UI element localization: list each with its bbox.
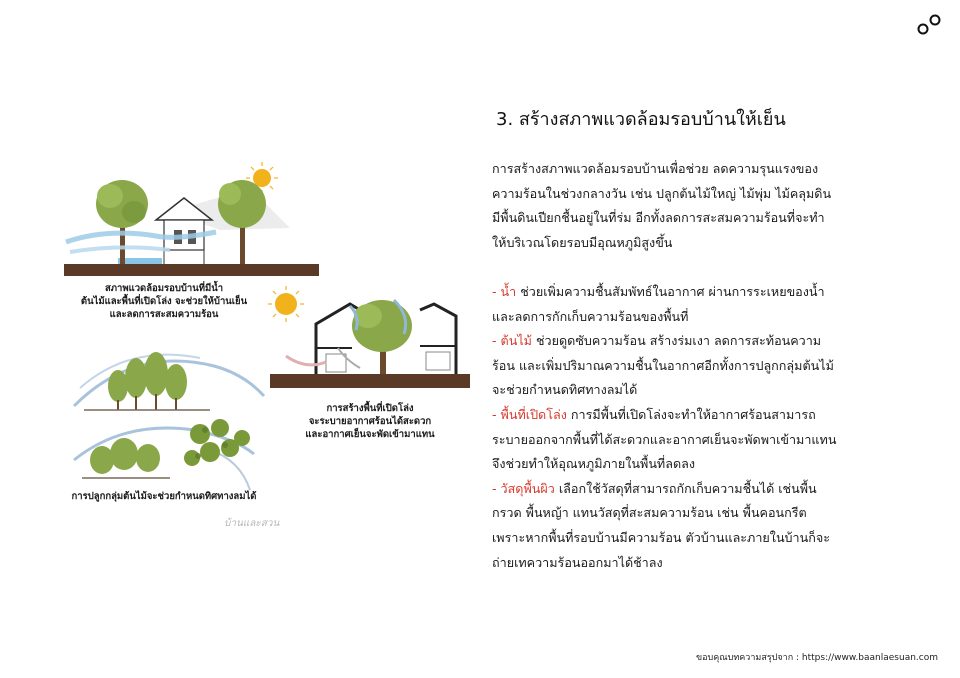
item-water: - น้ำ ช่วยเพิ่มความชื้นสัมพัทธ์ในอากาศ ผ่านการระเหยของน้ำ xyxy=(492,283,825,299)
open-space-scene xyxy=(268,286,470,388)
watermark: บ้านและสวน xyxy=(224,518,280,529)
sun-icon xyxy=(275,293,297,315)
source-credit: ขอบคุณบทความสรุปจาก : https://www.baanlaesuan.com xyxy=(696,653,938,663)
cooling-illustration xyxy=(60,160,470,540)
page-title: 3. สร้างสภาพแวดล้อมรอบบ้านให้เย็น xyxy=(496,109,786,130)
tree-wind-scene xyxy=(74,352,264,410)
item-line: จะช่วยกำหนดทิศทางลมได้ xyxy=(492,382,638,398)
water-house-scene xyxy=(64,162,319,276)
intro-line: ความร้อนในช่วงกลางวัน เช่น ปลูกต้นไม้ใหญ่ ไม้พุ่ม ไม้คลุมดิน xyxy=(492,185,832,201)
tree-group-scene xyxy=(74,419,254,490)
caption-open-space: การสร้างพื้นที่เปิดโล่ง จะระบายอากาศร้อนได้สะดวก และอากาศเย็นจะพัดเข้ามาแทน xyxy=(305,403,435,440)
keyword: - วัสดุพื้นผิว xyxy=(492,480,555,496)
item-line: กรวด พื้นหญ้า แทนวัสดุที่สะสมความร้อน เช่น พื้นคอนกรีต xyxy=(492,505,807,521)
item-line: จึงช่วยทำให้อุณหภูมิภายในพื้นที่ลดลง xyxy=(492,456,695,472)
keyword: - พื้นที่เปิดโล่ง xyxy=(492,406,567,422)
body-text xyxy=(492,157,912,575)
item-open-space: - พื้นที่เปิดโล่ง การมีพื้นที่เปิดโล่งจะทำให้อากาศร้อนสามารถ xyxy=(492,406,816,422)
caption-tree-group: การปลูกกลุ่มต้นไม้จะช่วยกำหนดทิศทางลมได้ xyxy=(71,491,257,502)
intro-line: ให้บริเวณโดยรอบมีอุณหภูมิสูงขึ้น xyxy=(492,234,673,250)
keyword: - ต้นไม้ xyxy=(492,333,532,349)
item-line: เพราะหากพื้นที่รอบบ้านมีความร้อน ตัวบ้านและภายในบ้านก็จะ xyxy=(492,529,831,545)
keyword: - น้ำ xyxy=(492,283,517,299)
item-tree: - ต้นไม้ ช่วยดูดซับความร้อน สร้างร่มเงา ลดการสะท้อนความ xyxy=(492,333,822,349)
item-line: ระบายออกจากพื้นที่ได้สะดวกและอากาศเย็นจะพัดพาเข้ามาแทน xyxy=(492,431,837,447)
item-line: ร้อน และเพิ่มปริมาณความชื้นในอากาศอีกทั้งการปลูกกลุ่มต้นไม้ xyxy=(492,357,834,373)
item-line: และลดการกักเก็บความร้อนของพื้นที่ xyxy=(492,308,689,324)
intro-line: มีพื้นดินเปียกชื้นอยู่ในที่ร่ม อีกทั้งลดการสะสมความร้อนที่จะทำ xyxy=(492,210,825,226)
caption-water: สภาพแวดล้อมรอบบ้านที่มีน้ำ ต้นไม้และพื้นที่เปิดโล่ง จะช่วยให้บ้านเย็น และลดการสะสมความร้อน xyxy=(80,283,248,320)
item-material: - วัสดุพื้นผิว เลือกใช้วัสดุที่สามารถกักเก็บความชื้นได้ เช่นพื้น xyxy=(492,480,817,496)
circles-logo-icon xyxy=(914,12,944,38)
intro-line: การสร้างสภาพแวดล้อมรอบบ้านเพื่อช่วย ลดความรุนแรงของ xyxy=(492,161,819,176)
item-line: ถ่ายเทความร้อนออกมาได้ช้าลง xyxy=(492,554,663,570)
